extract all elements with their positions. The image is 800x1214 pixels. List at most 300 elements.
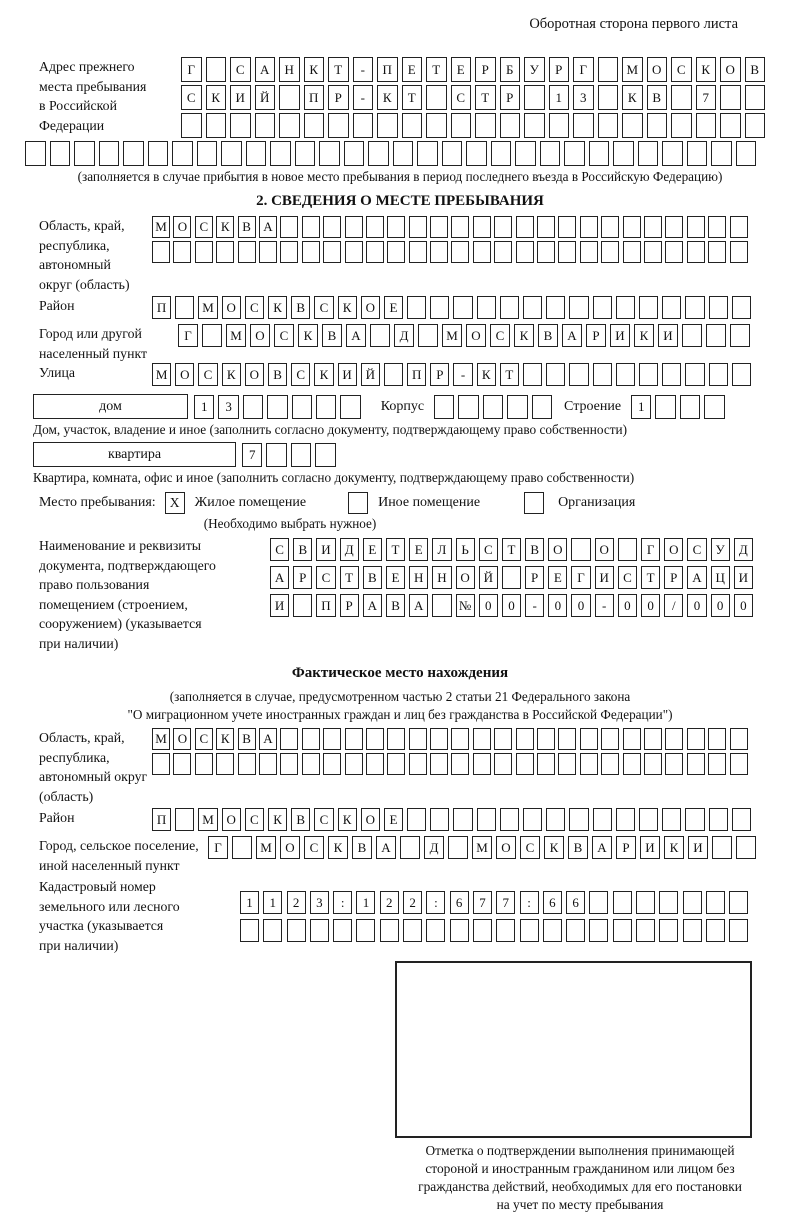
char-cell [682,324,702,347]
char-cell: Е [548,566,567,589]
char-cell [706,919,725,942]
char-cell: Т [500,363,519,386]
char-cell [451,753,469,775]
char-cell: С [304,836,324,859]
char-cell [345,753,363,775]
char-cell [453,808,472,831]
char-cell: А [687,566,706,589]
char-cell: 0 [479,594,498,617]
char-cell [172,141,193,166]
apartment-type-box[interactable]: квартира [33,442,236,467]
char-cell [450,919,469,942]
char-cell [601,753,619,775]
char-cell: 1 [263,891,282,914]
char-cell [523,808,542,831]
char-cell: И [688,836,708,859]
char-cell [451,728,469,750]
char-cell: С [198,363,217,386]
char-cell: С [291,363,310,386]
char-cell [601,216,619,238]
checkbox-residential[interactable]: X [165,492,185,514]
char-cell [267,395,287,419]
char-cell [494,241,512,263]
char-cell [315,443,335,467]
char-cell: В [293,538,312,561]
document-row-1[interactable] [270,538,753,561]
char-cell: Г [208,836,228,859]
char-cell: - [353,85,374,110]
char-cell [202,324,222,347]
char-cell: И [316,538,335,561]
char-cell [644,753,662,775]
char-cell: 3 [573,85,594,110]
district-row[interactable] [152,296,751,319]
char-cell: А [562,324,582,347]
char-cell [230,113,251,138]
char-cell [453,296,472,319]
char-cell: К [298,324,318,347]
char-cell [368,141,389,166]
char-cell [323,216,341,238]
char-cell [451,216,469,238]
section2-title: 2. СВЕДЕНИЯ О МЕСТЕ ПРЕБЫВАНИЯ [256,193,544,209]
char-cell: 2 [287,891,306,914]
char-cell [623,728,641,750]
char-cell [266,443,286,467]
char-cell [409,728,427,750]
char-cell: 0 [502,594,521,617]
char-cell: К [268,808,287,831]
char-cell [638,141,659,166]
char-cell [711,141,732,166]
char-cell: С [195,216,213,238]
cadastral-row-2[interactable] [240,919,748,942]
char-cell [206,113,227,138]
char-cell [292,395,312,419]
char-cell [564,141,585,166]
document-field [25,536,775,653]
char-cell: 6 [543,891,562,914]
region3-label: Область, край, республика, автономный округ (область) [39,730,148,804]
char-cell: М [622,57,643,82]
char-cell [729,891,748,914]
char-cell [580,728,598,750]
char-cell [687,753,705,775]
char-cell: С [195,728,213,750]
char-cell: М [442,324,462,347]
region3-field [25,728,775,806]
char-cell: Р [430,363,449,386]
char-cell: И [338,363,357,386]
char-cell [537,753,555,775]
prev-address-row-1[interactable] [181,57,765,82]
char-cell [665,753,683,775]
char-cell [494,753,512,775]
char-cell [377,113,398,138]
char-cell: 0 [641,594,660,617]
char-cell: С [316,566,335,589]
char-cell [500,113,521,138]
cadastral-row-1[interactable] [240,891,748,914]
char-cell [500,808,519,831]
char-cell [659,919,678,942]
char-cell: А [255,57,276,82]
char-cell: О [466,324,486,347]
char-cell: С [520,836,540,859]
region-field [25,216,775,294]
char-cell [451,113,472,138]
char-cell: В [352,836,372,859]
char-cell: С [245,296,264,319]
confirmation-stamp-box [395,961,752,1138]
char-cell [685,296,704,319]
char-cell: В [647,85,668,110]
char-cell: К [216,216,234,238]
char-cell: Р [549,57,570,82]
char-cell [409,753,427,775]
char-cell: К [206,85,227,110]
char-cell: О [647,57,668,82]
char-cell [520,919,539,942]
char-cell: В [386,594,405,617]
char-cell [709,808,728,831]
char-cell [685,363,704,386]
char-cell [537,216,555,238]
char-cell: - [525,594,544,617]
char-cell [403,919,422,942]
char-cell: В [568,836,588,859]
char-cell: В [291,808,310,831]
char-cell: Р [475,57,496,82]
char-cell [558,753,576,775]
char-cell: 2 [403,891,422,914]
apartment-cells[interactable] [242,443,336,467]
char-cell [483,395,503,419]
char-cell [216,241,234,263]
char-cell: О [250,324,270,347]
char-cell [366,216,384,238]
char-cell: С [479,538,498,561]
char-cell: О [496,836,516,859]
char-cell: 0 [548,594,567,617]
char-cell [613,141,634,166]
char-cell: 7 [242,443,262,467]
region3-row-2[interactable] [152,753,748,775]
house-number-cells[interactable] [194,395,361,419]
char-cell: 7 [696,85,717,110]
char-cell [516,241,534,263]
char-cell [580,241,598,263]
char-cell [152,753,170,775]
document-row-3[interactable] [270,594,753,617]
char-cell [687,728,705,750]
char-cell [473,216,491,238]
char-cell: 1 [194,395,214,419]
char-cell [730,216,748,238]
char-cell [328,113,349,138]
char-cell [601,241,619,263]
korpus-label: Корпус [380,398,425,414]
char-cell: М [198,296,217,319]
document-label: Наименование и реквизиты документа, подтверждающего право пользования помещением (строением, сооружением) (указывается при наличии) [39,538,216,651]
char-cell [418,324,438,347]
cadastral-label: Кадастровый номер земельного или лесного участка (указывается при наличии) [39,879,180,953]
char-cell: А [363,594,382,617]
char-cell: В [322,324,342,347]
char-cell: А [270,566,289,589]
region3-row-1[interactable] [152,728,748,750]
char-cell: П [152,808,171,831]
city3-row[interactable] [208,836,756,859]
char-cell: Т [386,538,405,561]
char-cell [662,296,681,319]
char-cell [593,363,612,386]
char-cell [366,753,384,775]
prev-address-row-3[interactable] [181,113,765,138]
char-cell: : [426,891,445,914]
char-cell: К [268,296,287,319]
char-cell: Е [384,808,403,831]
char-cell [181,113,202,138]
char-cell [636,891,655,914]
char-cell [580,216,598,238]
char-cell: К [377,85,398,110]
char-cell [475,113,496,138]
char-cell [706,891,725,914]
house-type-box[interactable]: дом [33,394,188,419]
char-cell [473,728,491,750]
prev-address-row-2[interactable] [181,85,765,110]
checkbox-organization[interactable] [524,492,544,514]
char-cell [319,141,340,166]
checkbox-other-premises[interactable] [348,492,368,514]
char-cell [426,85,447,110]
char-cell [402,113,423,138]
char-cell [665,241,683,263]
street-label: Улица [39,365,75,380]
char-cell: О [361,296,380,319]
prev-address-label: Адрес прежнего места пребывания в Российской Федерации [39,59,147,133]
char-cell: В [525,538,544,561]
apartment-row [25,442,775,467]
char-cell [524,85,545,110]
char-cell [623,241,641,263]
char-cell [259,241,277,263]
char-cell [302,728,320,750]
korpus-cells[interactable] [434,395,552,419]
char-cell [730,324,750,347]
char-cell: 0 [618,594,637,617]
char-cell: Р [293,566,312,589]
char-cell: К [328,836,348,859]
char-cell [543,919,562,942]
char-cell [430,216,448,238]
stroenie-cells[interactable] [631,395,725,419]
char-cell: Р [586,324,606,347]
char-cell [613,891,632,914]
char-cell: Д [734,538,753,561]
char-cell: О [222,808,241,831]
region-row-1[interactable] [152,216,748,238]
char-cell [683,919,702,942]
char-cell [665,728,683,750]
char-cell: Д [394,324,414,347]
char-cell: 6 [450,891,469,914]
city3-field [25,836,775,875]
char-cell: К [514,324,534,347]
section3-note-line2: "О миграционном учете иностранных граждан и лиц без гражданства в Российской Федерации") [127,707,673,722]
char-cell: М [152,728,170,750]
char-cell [407,296,426,319]
char-cell [263,919,282,942]
char-cell [400,836,420,859]
document-row-2[interactable] [270,566,753,589]
char-cell [523,296,542,319]
char-cell [384,363,403,386]
district-field [25,296,775,322]
char-cell [720,113,741,138]
char-cell: К [664,836,684,859]
char-cell [598,85,619,110]
city-label: Город или другой населенный пункт [39,326,148,361]
char-cell [745,85,766,110]
char-cell [558,728,576,750]
char-cell: № [456,594,475,617]
char-cell: О [548,538,567,561]
char-cell [430,296,449,319]
char-cell [623,753,641,775]
char-cell: Е [451,57,472,82]
char-cell [345,728,363,750]
char-cell [616,296,635,319]
district3-row[interactable] [152,808,751,831]
street-row[interactable] [152,363,751,386]
char-cell [387,241,405,263]
char-cell [671,113,692,138]
stamp-caption: Отметка о подтверждении выполнения принимающей стороной и иностранным гражданином или лицом без гражданства действий, необходимых для его постановки на учет по месту пребывания [418,1143,742,1212]
char-cell [732,363,751,386]
char-cell [662,808,681,831]
char-cell [580,753,598,775]
char-cell: 0 [711,594,730,617]
char-cell: К [622,85,643,110]
char-cell: В [363,566,382,589]
char-cell: Р [525,566,544,589]
char-cell [173,241,191,263]
char-cell: - [595,594,614,617]
district-label: Район [39,298,75,313]
char-cell [662,141,683,166]
char-cell: К [222,363,241,386]
char-cell: - [453,363,472,386]
char-cell [432,594,451,617]
char-cell [665,216,683,238]
char-cell [409,241,427,263]
cadastral-field [25,877,775,955]
char-cell: Е [363,538,382,561]
char-cell [280,241,298,263]
char-cell: Й [255,85,276,110]
char-cell [448,836,468,859]
char-cell [589,919,608,942]
char-cell [280,753,298,775]
char-cell: В [291,296,310,319]
section3-title: Фактическое место нахождения [291,665,509,681]
char-cell: О [173,216,191,238]
char-cell: К [338,296,357,319]
char-cell [494,728,512,750]
char-cell: С [687,538,706,561]
char-cell: Н [432,566,451,589]
region-row-2[interactable] [152,241,748,263]
char-cell: О [280,836,300,859]
char-cell: С [274,324,294,347]
char-cell [729,919,748,942]
char-cell: И [595,566,614,589]
char-cell: 2 [380,891,399,914]
char-cell [393,141,414,166]
char-cell [708,216,726,238]
char-cell: Р [664,566,683,589]
char-cell: Б [500,57,521,82]
char-cell [644,241,662,263]
char-cell [380,919,399,942]
char-cell [616,808,635,831]
char-cell [644,728,662,750]
char-cell: П [304,85,325,110]
char-cell [671,85,692,110]
char-cell: И [230,85,251,110]
char-cell [270,141,291,166]
char-cell [387,753,405,775]
prev-address-hint: (заполняется в случае прибытия в новое место пребывания в период последнего въезда в Российскую Федерацию) [77,169,723,184]
residential-label: Жилое помещение [194,495,307,510]
char-cell: С [618,566,637,589]
char-cell [434,395,454,419]
char-cell: А [346,324,366,347]
district3-field [25,808,775,834]
char-cell [500,296,519,319]
page-side-note: Оборотная сторона первого листа [529,16,738,32]
char-cell [516,753,534,775]
stay-type-row [25,492,775,514]
char-cell [430,241,448,263]
char-cell [636,919,655,942]
char-cell: 3 [218,395,238,419]
char-cell: С [181,85,202,110]
prev-address-row-4[interactable] [25,141,775,166]
char-cell: 0 [734,594,753,617]
char-cell: О [595,538,614,561]
char-cell: К [544,836,564,859]
char-cell [736,836,756,859]
char-cell: Ц [711,566,730,589]
char-cell [601,728,619,750]
char-cell [295,141,316,166]
char-cell [732,296,751,319]
char-cell: Д [424,836,444,859]
char-cell: - [353,57,374,82]
char-cell [206,57,227,82]
char-cell: 0 [571,594,590,617]
char-cell [516,728,534,750]
city-row[interactable] [178,324,750,347]
char-cell [477,808,496,831]
char-cell: Р [328,85,349,110]
char-cell [507,395,527,419]
char-cell [345,241,363,263]
char-cell [287,919,306,942]
